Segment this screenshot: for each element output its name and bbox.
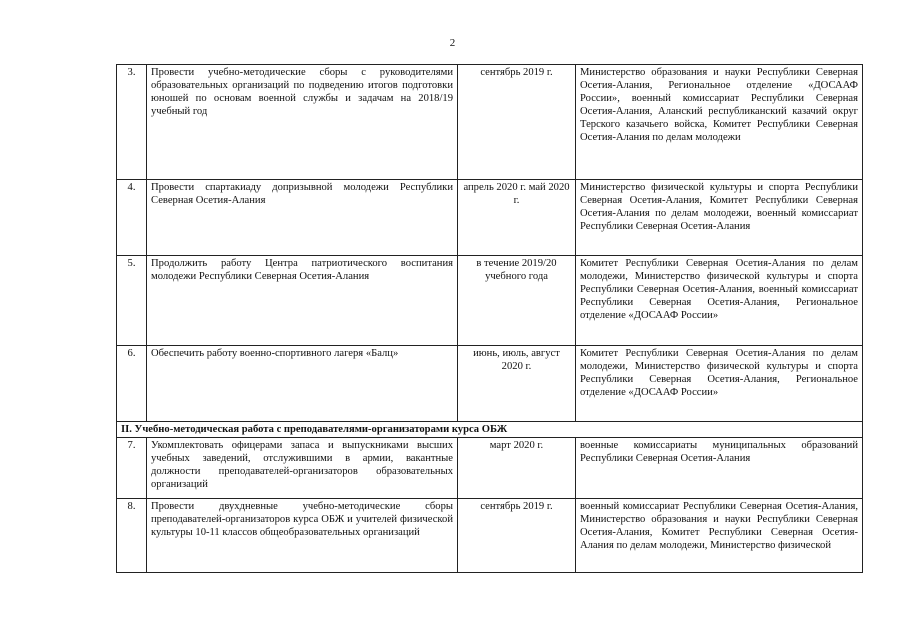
responsible-cell: военные комиссариаты муниципальных образований Республики Северная Осетия-Алания [576,438,863,499]
date-cell: июнь, июль, август 2020 г. [458,346,576,422]
responsible-cell: Комитет Республики Северная Осетия-Алания по делам молодежи, Министерство физической культуры и спорта Республики Северная Осетия-Алания, военный комиссариат Республики Северная Осетия-Алания, Региональное отделение «ДОСААФ России» [576,256,863,346]
plan-table [116,64,863,573]
table-row [117,346,863,422]
task-cell: Провести учебно-методические сборы с руководителями образовательных организаций по подведению итогов подготовки юношей по основам военной службы и задачам на 2018/19 учебный год [147,65,458,180]
date-cell: март 2020 г. [458,438,576,499]
responsible-cell: Министерство образования и науки Республики Северная Осетия-Алания, Региональное отделение «ДОСААФ России», военный комиссариат Республики Северная Осетия-Алания, Аланский республиканский казачий округ Терского казачьего войска, Комитет Республики Северная Осетия-Алания по делам молодежи [576,65,863,180]
table-row [117,438,863,499]
responsible-cell: Министерство физической культуры и спорта Республики Северная Осетия-Алания, Комитет Республики Северная Осетия-Алания по делам молодежи, военный комиссариат Республики Северная Осетия-Алания [576,180,863,256]
date-cell: сентябрь 2019 г. [458,499,576,573]
date-cell: в течение 2019/20 учебного года [458,256,576,346]
section-heading: II. Учебно-методическая работа с преподавателями-организаторами курса ОБЖ [117,422,863,438]
table-row [117,256,863,346]
row-number: 6. [117,346,147,422]
task-cell: Укомплектовать офицерами запаса и выпускниками высших учебных заведений, отслужившими в армии, вакантные должности преподавателей-организаторов образовательных организаций [147,438,458,499]
date-cell: сентябрь 2019 г. [458,65,576,180]
responsible-cell: военный комиссариат Республики Северная Осетия-Алания, Министерство образования и науки Республики Северная Осетия-Алания, Комитет Республики Северная Осетия-Алания по делам молодежи, Министерство физической [576,499,863,573]
table-row [117,180,863,256]
table-row [117,65,863,180]
row-number: 3. [117,65,147,180]
table-row [117,499,863,573]
task-cell: Обеспечить работу военно-спортивного лагеря «Балц» [147,346,458,422]
page-number: 2 [449,37,456,49]
responsible-cell: Комитет Республики Северная Осетия-Алания по делам молодежи, Министерство физической культуры и спорта Республики Северная Осетия-Алания, Региональное отделение «ДОСААФ России» [576,346,863,422]
row-number: 4. [117,180,147,256]
row-number: 8. [117,499,147,573]
task-cell: Провести двухдневные учебно-методические сборы преподавателей-организаторов курса ОБЖ и учителей физической культуры 10-11 классов общеобразовательных организаций [147,499,458,573]
task-cell: Продолжить работу Центра патриотического воспитания молодежи Республики Северная Осетия-Алания [147,256,458,346]
row-number: 5. [117,256,147,346]
task-cell: Провести спартакиаду допризывной молодежи Республики Северная Осетия-Алания [147,180,458,256]
row-number: 7. [117,438,147,499]
date-cell: апрель 2020 г. май 2020 г. [458,180,576,256]
section-row [117,422,863,438]
